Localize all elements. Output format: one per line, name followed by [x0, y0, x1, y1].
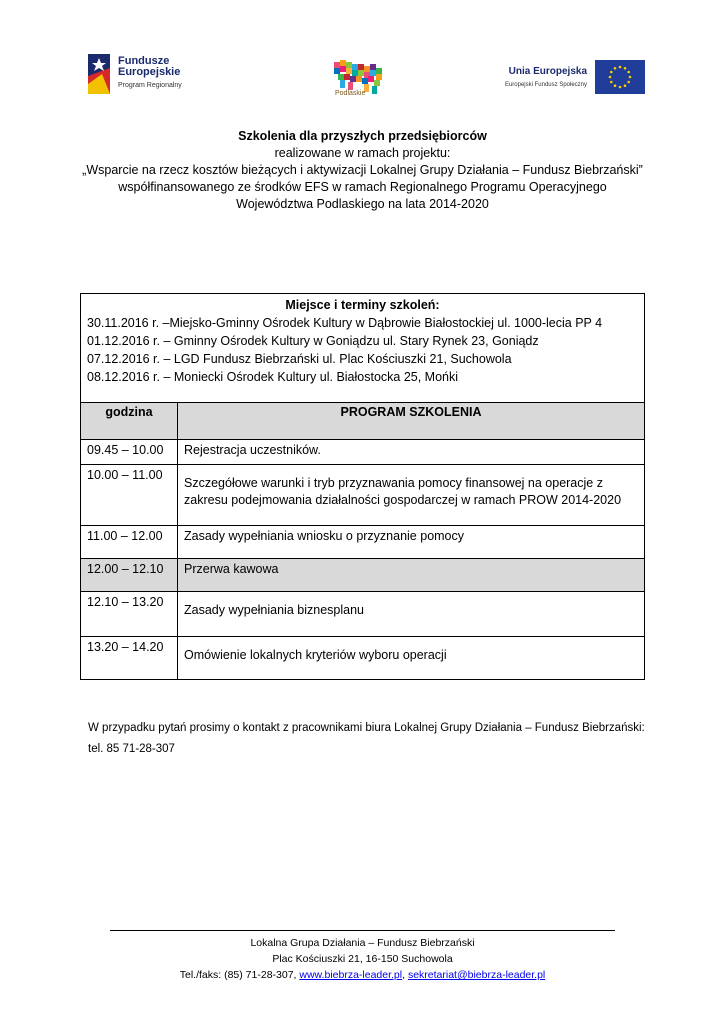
logo-bar: [0, 50, 725, 105]
place-item: 30.11.2016 r. –Miejsko-Gminny Ośrodek Kultury w Dąbrowie Białostockiej ul. 1000-lecia PP 4: [87, 316, 603, 330]
fe-title-line2: Europejskie: [118, 66, 181, 78]
places-cell: [81, 294, 645, 403]
fundusze-europejskie-logo: [88, 54, 208, 98]
place-item: 08.12.2016 r. – Moniecki Ośrodek Kultury ul. Białostocka 25, Mońki: [87, 370, 459, 384]
document-title: Szkolenia dla przyszłych przedsiębiorców: [238, 129, 487, 143]
table-row: [81, 465, 645, 526]
fe-title-line1: Fundusze: [118, 55, 170, 67]
project-name: „Wsparcie na rzecz kosztów bieżących i aktywizacji Lokalnej Grupy Działania – Fundusz Biebrzański”: [82, 163, 643, 177]
row-desc: Przerwa kawowa: [178, 559, 645, 592]
ue-title: Unia Europejska: [508, 66, 587, 77]
place-item: 01.12.2016 r. – Gminny Ośrodek Kultury w Goniądzu ul. Stary Rynek 23, Goniądz: [87, 334, 539, 348]
fe-flag-icon: [88, 54, 110, 94]
column-header-program: PROGRAM SZKOLENIA: [178, 403, 645, 440]
footer-org: Lokalna Grupa Działania – Fundusz Biebrzański: [250, 937, 475, 949]
place-item: 07.12.2016 r. – LGD Fundusz Biebrzański ul. Plac Kościuszki 21, Suchowola: [87, 352, 512, 366]
row-time: 11.00 – 12.00: [81, 526, 178, 559]
table-row: [81, 559, 645, 592]
table-row: [81, 440, 645, 465]
row-desc: Szczegółowe warunki i tryb przyznawania pomocy finansowej na operacje z zakresu podejmowania działalności gospodarczej w ramach PROW 2014-2020: [178, 465, 645, 526]
podlaskie-label: Podlaskie: [335, 90, 366, 97]
header-line-4: współfinansowanego ze środków EFS w ramach Regionalnego Programu Operacyjnego: [118, 180, 607, 194]
unia-europejska-logo: [495, 60, 645, 96]
row-time: 10.00 – 11.00: [81, 465, 178, 526]
footer-address: Plac Kościuszki 21, 16-150 Suchowola: [272, 953, 453, 965]
fe-subtitle: Program Regionalny: [118, 82, 182, 89]
ue-subtitle: Europejski Fundusz Społeczny: [504, 82, 587, 88]
table-row: [81, 526, 645, 559]
row-desc: Rejestracja uczestników.: [178, 440, 645, 465]
row-desc: Zasady wypełniania wniosku o przyznanie pomocy: [178, 526, 645, 559]
header-line-5: Województwa Podlaskiego na lata 2014-2020: [236, 197, 489, 211]
contact-note: W przypadku pytań prosimy o kontakt z pracownikami biura Lokalnej Grupy Działania – Fundusz Biebrzański: tel. 85 71-28-307: [88, 722, 645, 755]
footer: [110, 930, 615, 983]
row-time: 13.20 – 14.20: [81, 637, 178, 680]
header-line-2: realizowane w ramach projektu:: [274, 146, 451, 160]
row-desc: Omówienie lokalnych kryteriów wyboru operacji: [178, 637, 645, 680]
footer-tel: Tel./faks: (85) 71-28-307,: [179, 969, 300, 981]
website-link[interactable]: www.biebrza-leader.pl: [299, 969, 403, 981]
eu-flag-icon: [595, 60, 645, 94]
row-time: 09.45 – 10.00: [81, 440, 178, 465]
document-header: [30, 128, 695, 213]
table-row: [81, 592, 645, 637]
program-header-row: [81, 403, 645, 440]
places-title: Miejsce i terminy szkoleń:: [285, 298, 440, 312]
footer-separator: ,: [402, 969, 408, 981]
row-desc: Zasady wypełniania biznesplanu: [178, 592, 645, 637]
footer-contact: [110, 967, 615, 983]
row-time: 12.00 – 12.10: [81, 559, 178, 592]
table-row: [81, 637, 645, 680]
training-table: [80, 293, 645, 680]
column-header-time: godzina: [81, 403, 178, 440]
email-link[interactable]: sekretariat@biebrza-leader.pl: [407, 969, 546, 981]
row-time: 12.10 – 13.20: [81, 592, 178, 637]
